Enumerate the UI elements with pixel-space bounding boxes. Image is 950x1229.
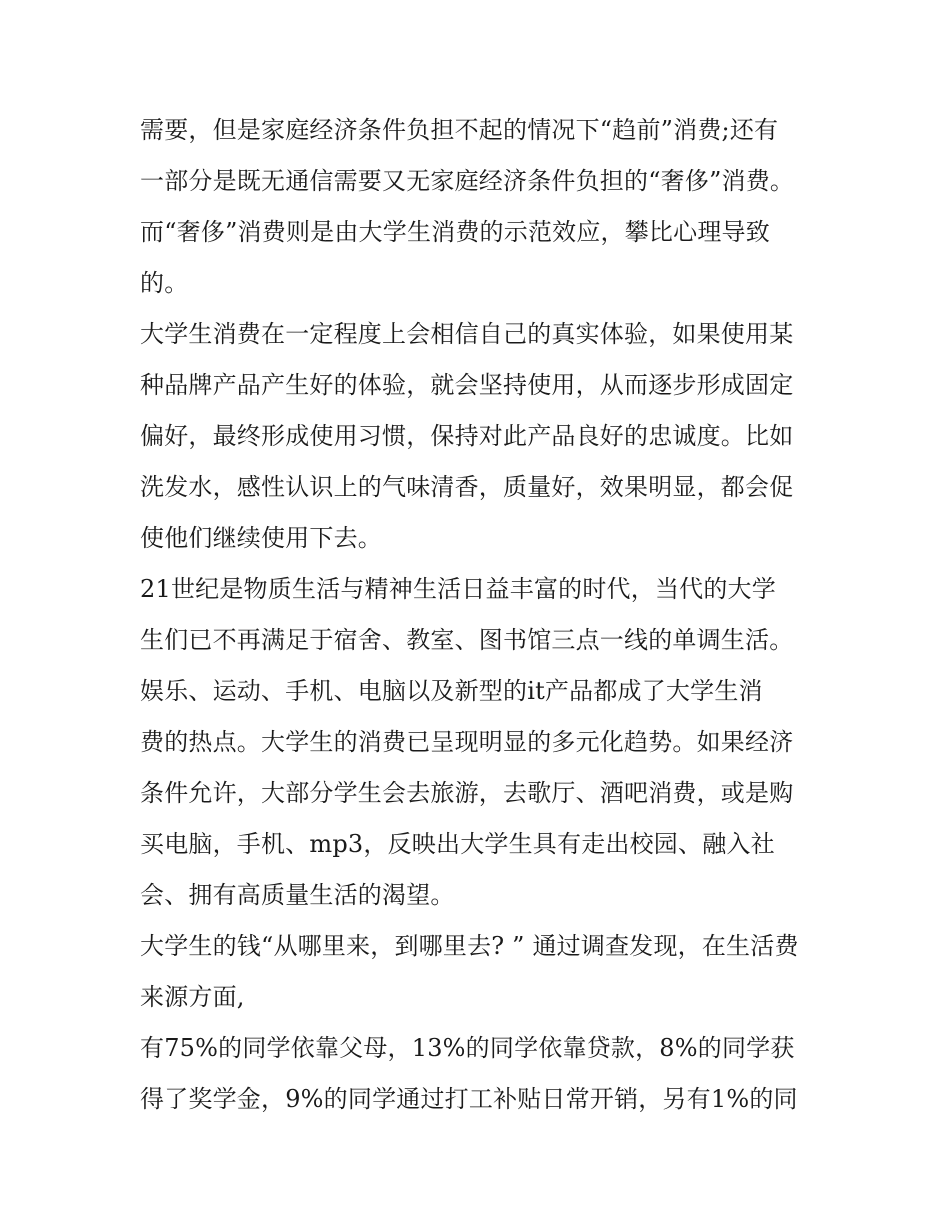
text-line: 生们已不再满足于宿舍、教室、图书馆三点一线的单调生活。	[140, 626, 794, 654]
text-line: 一部分是既无通信需要又无家庭经济条件负担的“奢侈”消费。	[140, 167, 795, 195]
text-line: 种品牌产品产生好的体验，就会坚持使用，从而逐步形成固定	[140, 371, 794, 399]
text-line: 偏好，最终形成使用习惯，保持对此产品良好的忠诚度。比如	[140, 422, 794, 450]
text-line: 条件允许，大部分学生会去旅游，去歌厅、酒吧消费，或是购	[140, 779, 794, 807]
text-line: 娱乐、运动、手机、电脑以及新型的it产品都成了大学生消	[140, 677, 763, 705]
text-line: 得了奖学金，9%的同学通过打工补贴日常开销，另有1%的同	[140, 1085, 798, 1113]
text-line: 洗发水，感性认识上的气味清香，质量好，效果明显，都会促	[140, 473, 794, 501]
text-line: 的。	[140, 269, 189, 297]
text-line: 会、拥有高质量生活的渴望。	[140, 881, 455, 909]
text-line: 而“奢侈”消费则是由大学生消费的示范效应，攀比心理导致	[140, 218, 770, 246]
text-line: 有75%的同学依靠父母，13%的同学依靠贷款，8%的同学获	[140, 1034, 795, 1062]
text-line: 来源方面,	[140, 983, 245, 1011]
text-line: 费的热点。大学生的消费已呈现明显的多元化趋势。如果经济	[140, 728, 794, 756]
text-line: 买电脑，手机、mp3，反映出大学生具有走出校园、融入社	[140, 830, 775, 858]
text-line: 需要，但是家庭经济条件负担不起的情况下“趋前”消费;还有	[140, 116, 779, 144]
text-line: 大学生消费在一定程度上会相信自己的真实体验，如果使用某	[140, 320, 794, 348]
text-line: 使他们继续使用下去。	[140, 524, 382, 552]
body-text	[140, 108, 830, 1128]
text-line: 21世纪是物质生活与精神生活日益丰富的时代，当代的大学	[140, 575, 776, 603]
text-line: 大学生的钱“从哪里来，到哪里去? ” 通过调查发现，在生活费	[140, 932, 799, 960]
